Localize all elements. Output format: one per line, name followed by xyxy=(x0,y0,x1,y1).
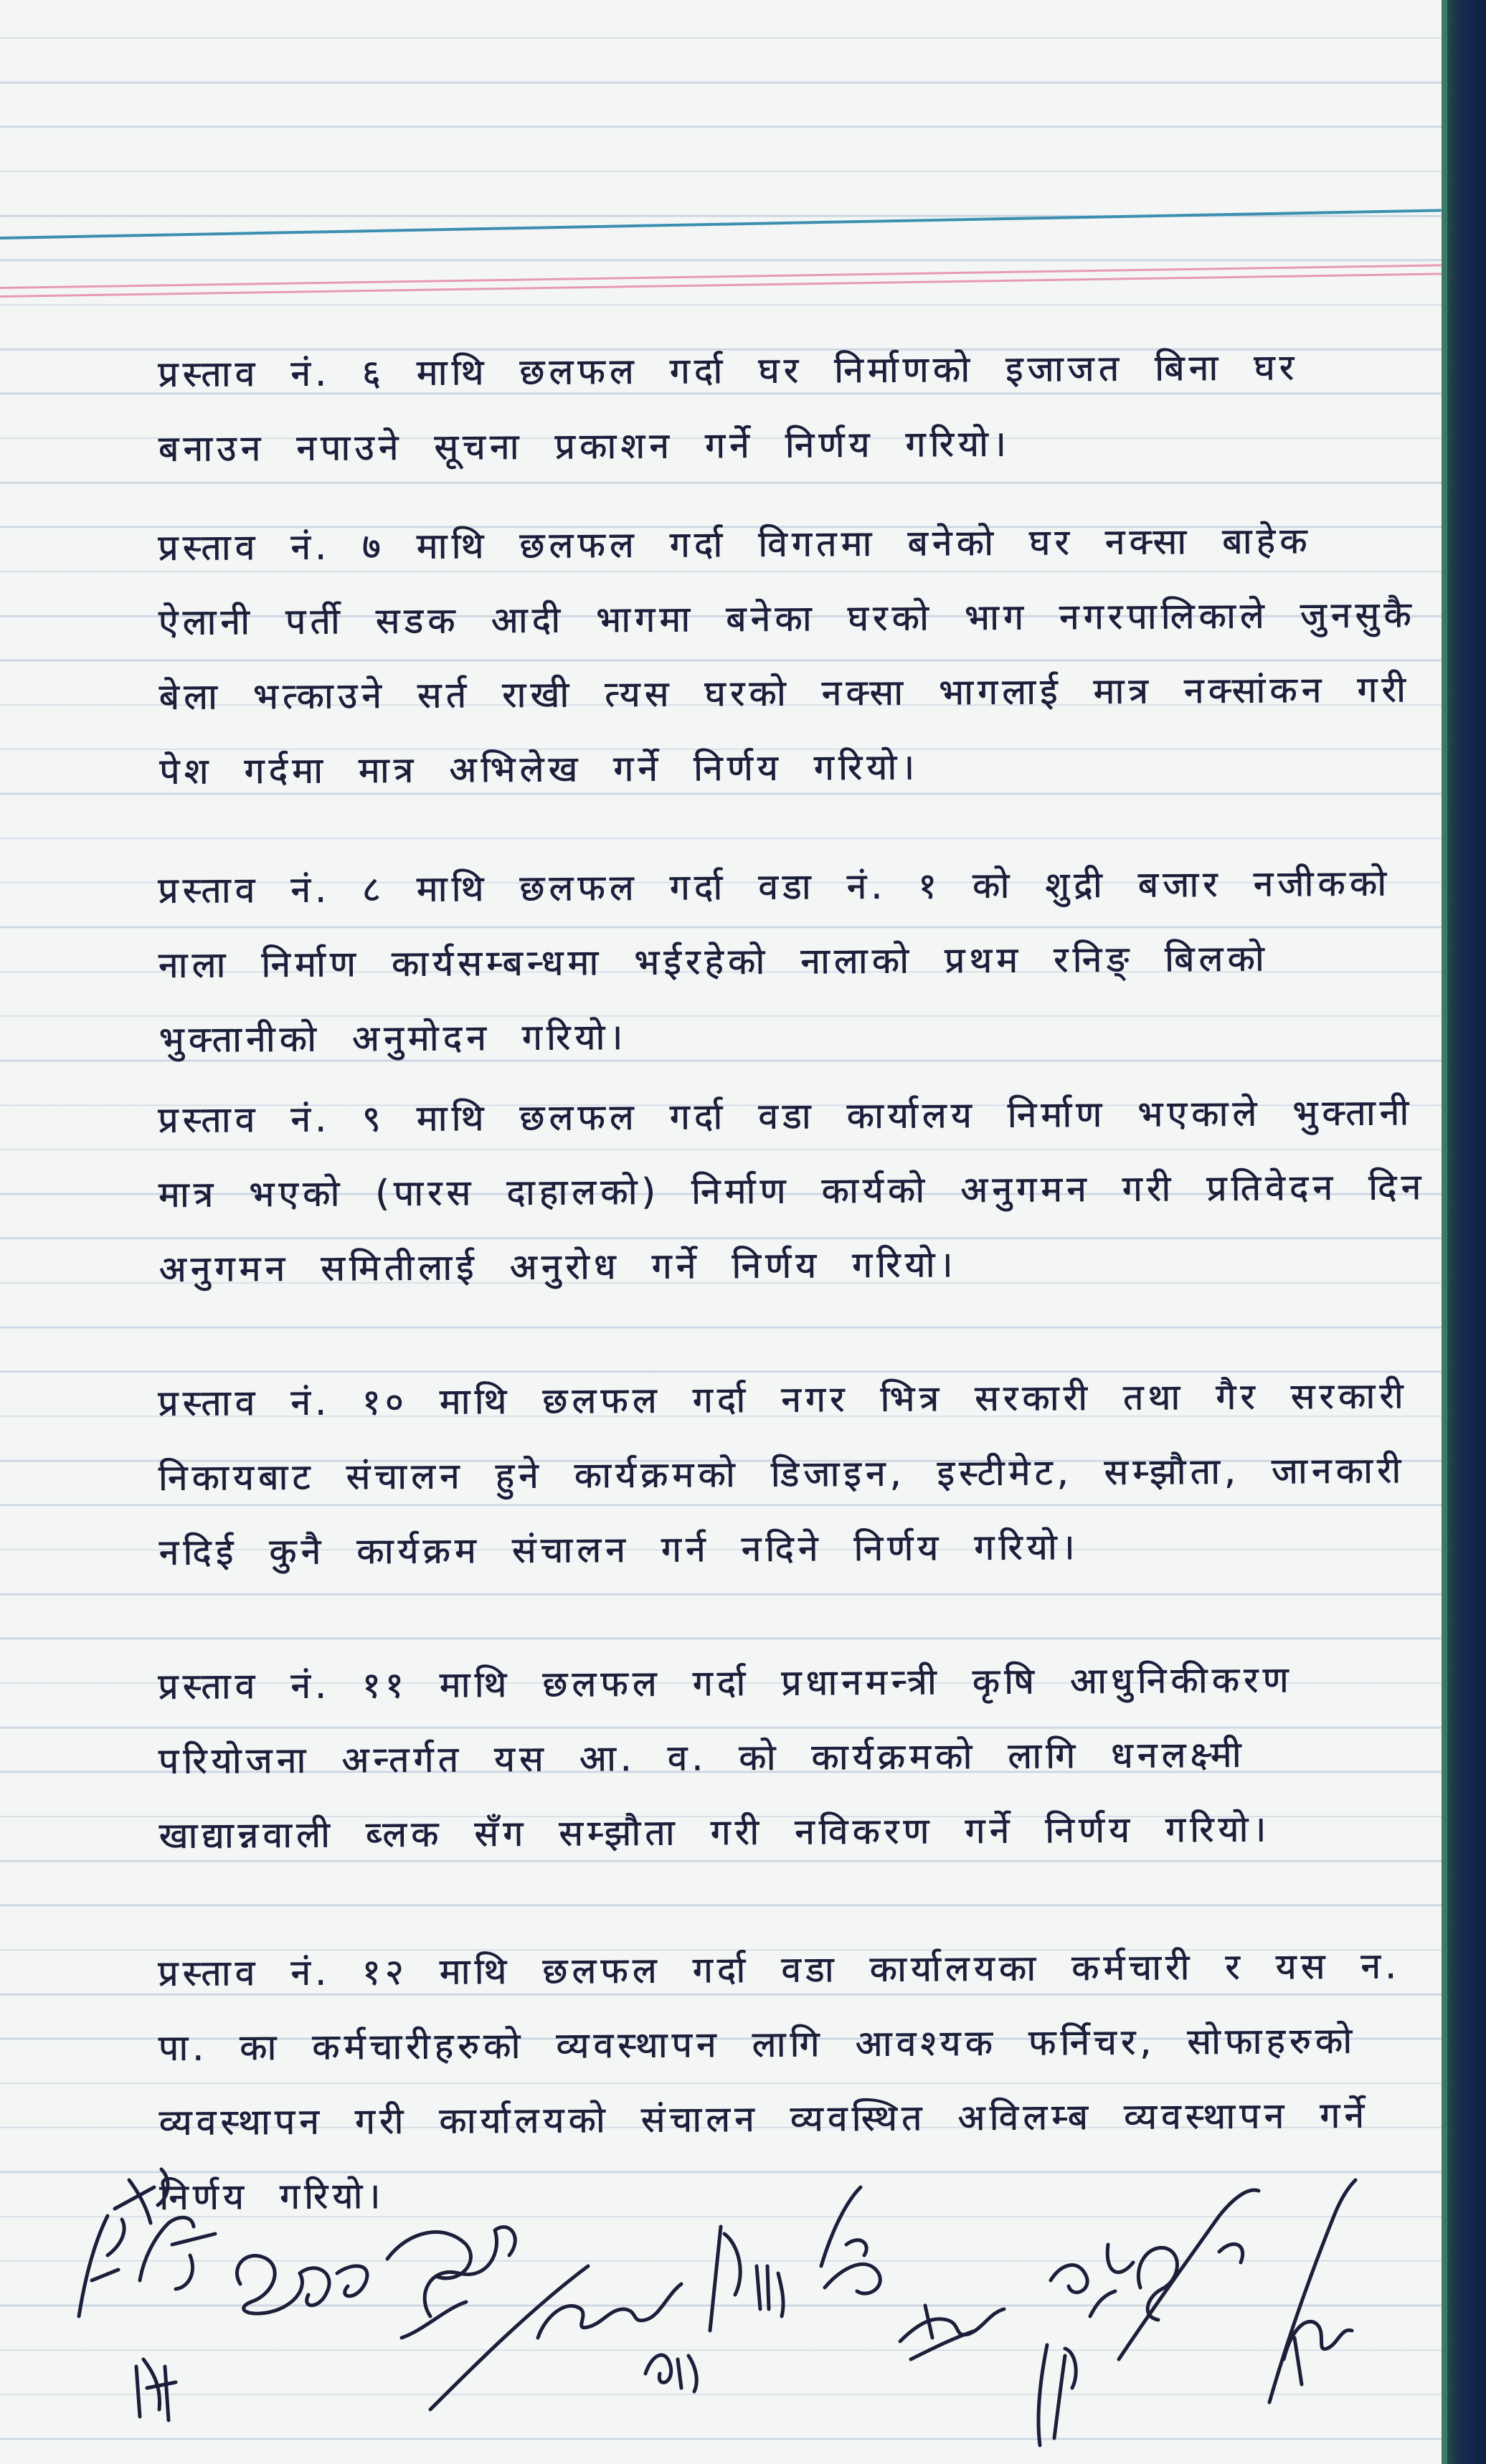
signature-2 xyxy=(387,2227,515,2338)
signature-stamp-text xyxy=(136,2359,176,2420)
signature-3 xyxy=(430,2266,681,2409)
resolution-11: प्रस्ताव नं. ११ माथि छलफल गर्दा प्रधानमन्त्री कृषि आधुनिकीकरण परियोजना अन्तर्गत यस आ. व. को कार्यक्रमको लागि धनलक्ष्मी खाद्यान्नवाली ब्लक सँग सम्झौता गरी नविकरण गर्ने निर्णय गरियो। xyxy=(158,1659,1293,1857)
signature-block xyxy=(0,2101,1442,2464)
resolution-10: प्रस्ताव नं. १० माथि छलफल गर्दा नगर भित्र सरकारी तथा गैर सरकारी निकायबाट संचालन हुने कार्यक्रमको डिजाइन, इस्टीमेट, सम्झौता, जानकारी नदिई कुनै कार्यक्रम संचालन गर्न नदिने निर्णय गरियो। xyxy=(158,1375,1408,1573)
header-rule-blue xyxy=(0,209,1442,240)
resolution-6: प्रस्ताव नं. ६ माथि छलफल गर्दा घर निर्माणको इजाजत बिना घर बनाउन नपाउने सूचना प्रकाशन गर्ने निर्णय गरियो। xyxy=(158,346,1299,470)
signature-note-2 xyxy=(140,2217,215,2289)
signature-4 xyxy=(645,2227,783,2392)
signature-8 xyxy=(1119,2190,1259,2359)
signature-5 xyxy=(821,2187,880,2293)
resolution-8: प्रस्ताव नं. ८ माथि छलफल गर्दा वडा नं. १ को शुद्री बजार नजीकको नाला निर्माण कार्यसम्बन्धमा भईरहेको नालाको प्रथम रनिङ् बिलको भुक्तानीको अनुमोदन गरियो। xyxy=(158,862,1391,1061)
signature-1 xyxy=(237,2255,366,2313)
notebook-binding xyxy=(1442,0,1486,2464)
signature-9 xyxy=(1269,2180,1355,2402)
resolution-9: प्रस्ताव नं. ९ माथि छलफल गर्दा वडा कार्यालय निर्माण भएकाले भुक्तानी मात्र भएको (पारस दाहालको) निर्माण कार्यको अनुगमन गरी प्रतिवेदन दिन अनुगमन समितीलाई अनुरोध गर्ने निर्णय गरियो। xyxy=(158,1091,1426,1290)
signature-6 xyxy=(900,2306,1004,2359)
resolution-7: प्रस्ताव नं. ७ माथि छलफल गर्दा विगतमा बनेको घर नक्सा बाहेक ऐलानी पर्ती सडक आदी भागमा बनेका घरको भाग नगरपालिकाले जुनसुकै बेला भत्काउने सर्त राखी त्यस घरको नक्सा भागलाई मात्र नक्सांकन गरी पेश गर्दमा मात्र अभिलेख गर्ने निर्णय गरियो। xyxy=(158,520,1416,792)
signature-7 xyxy=(1038,2245,1133,2445)
resolution-12: प्रस्ताव नं. १२ माथि छलफल गर्दा वडा कार्यालयका कर्मचारी र यस न. पा. का कर्मचारीहरुको व्यवस्थापन लागि आवश्यक फर्निचर, सोफाहरुको व्यवस्थापन गरी कार्यालयको संचालन व्यवस्थित अविलम्ब व्यवस्थापन गर्ने निर्णय गरियो। xyxy=(158,1945,1401,2218)
